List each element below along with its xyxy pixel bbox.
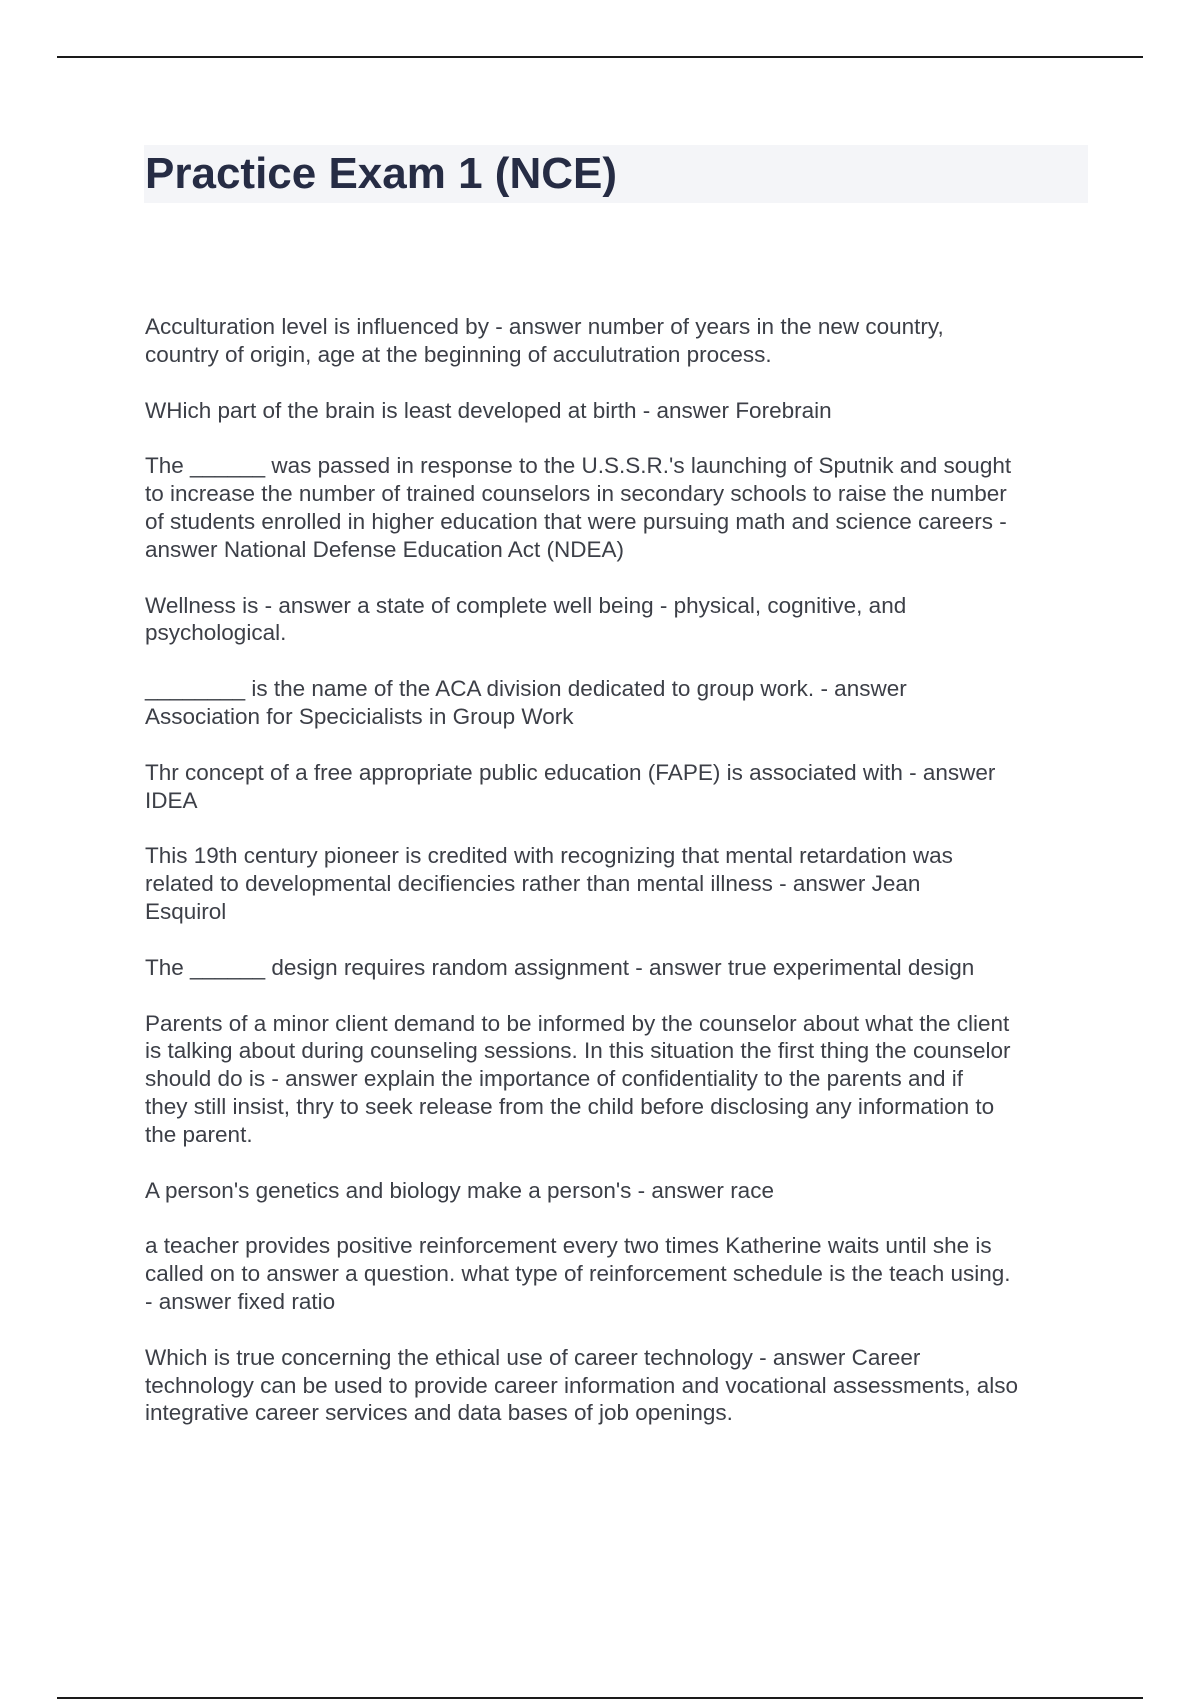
question-text: Wellness is - answer: [145, 592, 351, 618]
qa-item: [145, 954, 1090, 982]
answer-text: fixed ratio: [237, 1288, 336, 1314]
answer-text: a state of complete well being - physical, cognitive, and psychological.: [145, 592, 907, 646]
qa-item: [145, 313, 1090, 369]
qa-item: [145, 592, 1090, 648]
qa-item: [145, 1177, 1090, 1205]
question-text: ________ is the name of the ACA division dedicated to group work. - answer: [145, 676, 907, 702]
bottom-divider: [57, 1697, 1143, 1699]
answer-text: Career technology can be used to provide career information and vocational assessments, also integrative career services and data bases of job openings.: [145, 1344, 1019, 1426]
page-title: Practice Exam 1 (NCE): [145, 149, 617, 198]
qa-item: [145, 842, 1090, 925]
qa-item: [145, 397, 1090, 425]
question-text: Acculturation level is influenced by - answer: [145, 314, 582, 339]
question-text: The ______ design requires random assignment - answer: [145, 954, 722, 980]
question-text: Which is true concerning the ethical use of career technology - answer: [145, 1344, 846, 1370]
question-text: a teacher provides positive reinforcement every two times Katherine waits until she is called on to answer a question. what type of reinforcement schedule is the teach using. - answer: [145, 1233, 1011, 1314]
qa-item: [145, 1232, 1090, 1315]
question-text: A person's genetics and biology make a person's - answer: [145, 1177, 724, 1203]
answer-text: Jean Esquirol: [145, 871, 921, 924]
answer-text: IDEA: [145, 787, 198, 813]
question-text: The ______ was passed in response to the U.S.S.R.'s launching of Sputnik and sought to increase the number of trained counselors in secondary schools to raise the number of students enrolled in higher education that were pursuing math and science careers - answer: [145, 453, 1012, 562]
answer-text: true experimental design: [727, 954, 975, 980]
question-text: Thr concept of a free appropriate public education (FAPE) is associated with - answer: [145, 759, 996, 785]
qa-item: [145, 452, 1090, 563]
answer-text: race: [730, 1177, 774, 1203]
answer-text: Forebrain: [735, 397, 832, 423]
answer-text: National Defense Education Act (NDEA): [223, 536, 625, 562]
qa-list: [145, 313, 1090, 1455]
qa-item: [145, 759, 1090, 815]
answer-text: Association for Specicialists in Group Work: [145, 703, 574, 729]
qa-item: [145, 1344, 1090, 1427]
answer-text: explain the importance of confidentiality to the parents and if they still insist, thry to seek release from the child before disclosing any information to the parent.: [145, 1066, 995, 1147]
question-text: WHich part of the brain is least developed at birth - answer: [145, 397, 730, 423]
question-text: This 19th century pioneer is credited with recognizing that mental retardation was related to developmental decifiencies rather than mental illness - answer: [145, 843, 953, 897]
qa-item: [145, 675, 1090, 731]
qa-item: [145, 1010, 1090, 1149]
question-text: Parents of a minor client demand to be informed by the counselor about what the client is talking about during counseling sessions. In this situation the first thing the counselor should do is - answer: [145, 1010, 1011, 1092]
answer-text: number of years in the new country, country of origin, age at the beginning of acculutration process.: [145, 314, 944, 367]
top-divider: [57, 56, 1143, 58]
